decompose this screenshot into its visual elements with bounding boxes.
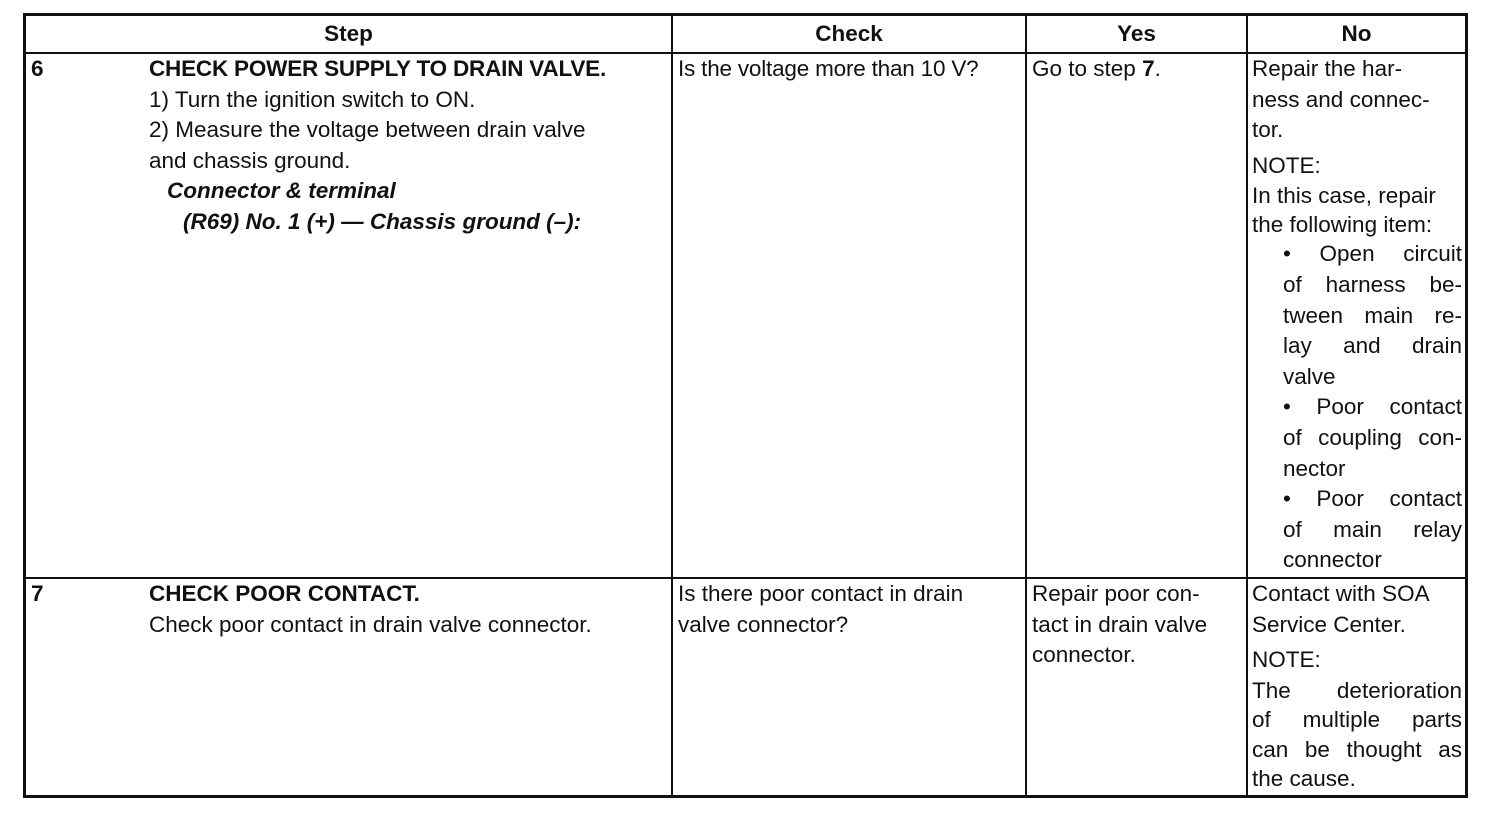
note-label-6: NOTE: — [1252, 152, 1321, 178]
check-6: Is the voltage more than 10 V? — [678, 56, 979, 81]
note-label-7: NOTE: — [1252, 647, 1321, 673]
bullet-item-2: • Poor contact of coupling con- nector — [1283, 394, 1462, 481]
diagnostic-table — [23, 13, 1468, 798]
connector-label: Connector & terminal — [167, 178, 396, 204]
bullet-item-3: • Poor contact of main relay connector — [1283, 486, 1462, 573]
step-7-title: CHECK POOR CONTACT. — [149, 581, 420, 606]
connector-terminal-value: (R69) No. 1 (+) — Chassis ground (–): — [183, 208, 582, 234]
header-check: Check — [815, 21, 883, 46]
step-6-title: CHECK POWER SUPPLY TO DRAIN VALVE. — [149, 56, 607, 81]
step-6-substep-2-cont: and chassis ground. — [149, 147, 351, 173]
check-7: Is there poor contact in drain valve connector? — [678, 581, 964, 637]
no-7: Contact with SOA Service Center. NOTE: The deterioration of multiple parts can be thought as the cause. — [1252, 581, 1462, 792]
step-7-content — [149, 579, 671, 640]
step-7-body: Check poor contact in drain valve connector. — [149, 611, 592, 637]
column-divider-yes-no — [1246, 16, 1248, 795]
yes-7: Repair poor con- tact in drain valve connector. — [1032, 581, 1208, 668]
step-6-substep-1: 1) Turn the ignition switch to ON. — [149, 86, 476, 112]
header-step: Step — [324, 21, 373, 46]
no-6: Repair the har- ness and connec- tor. NOTE: In this case, repair the following item: • Open circuit of harness be- tween main re- lay and drain valve • Poor contact of coupling con- nector • Poor contact of main relay connector — [1252, 54, 1462, 576]
step-6-substep-2: 2) Measure the voltage between drain valve — [149, 117, 586, 143]
yes-6: Go to step 7. — [1032, 56, 1161, 81]
bullet-item-1: • Open circuit of harness be- tween main re- lay and drain valve — [1283, 241, 1462, 389]
column-divider-step-check — [671, 16, 673, 795]
column-divider-check-yes — [1025, 16, 1027, 795]
header-yes: Yes — [1117, 21, 1156, 46]
header-no: No — [1341, 21, 1372, 46]
step-number-6: 6 — [31, 56, 44, 81]
step-number-7: 7 — [31, 581, 44, 606]
step-6-content — [149, 54, 671, 238]
